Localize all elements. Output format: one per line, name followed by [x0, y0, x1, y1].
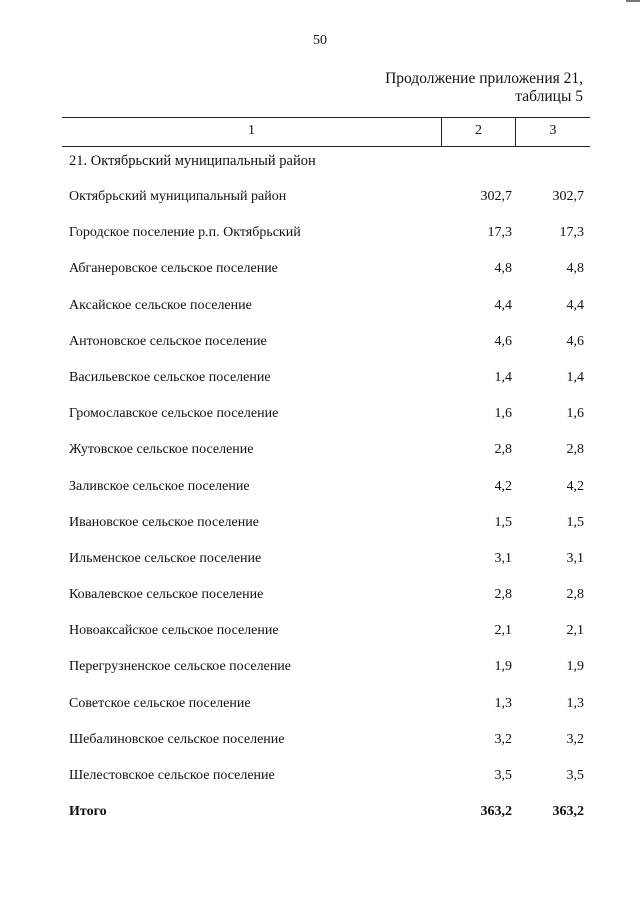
column-header-1: 1	[62, 118, 442, 146]
row-value-col3: 1,6	[566, 406, 584, 422]
row-value-col2: 1,9	[494, 659, 512, 675]
column-header-3: 3	[549, 123, 557, 138]
row-value-col3: 2,1	[566, 623, 584, 639]
appendix-reference-line1: Продолжение приложения 21,	[385, 70, 583, 87]
row-value-col3: 3,2	[566, 731, 584, 747]
row-value-col2: 3,5	[494, 768, 512, 783]
row-value-col2: 1,3	[494, 695, 512, 711]
row-name: Ковалевское сельское поселение	[69, 587, 264, 603]
row-value-col3: 302,7	[552, 189, 584, 204]
row-name: Ивановское сельское поселение	[69, 514, 259, 530]
row-name: Ильменское сельское поселение	[69, 550, 262, 566]
row-value-col2: 2,8	[494, 442, 512, 458]
row-value-col3: 3,1	[566, 550, 584, 566]
table-row	[0, 261, 640, 297]
table-row	[0, 479, 640, 515]
table-row	[0, 442, 640, 478]
row-value-col3: 2,8	[566, 442, 584, 458]
table-row	[0, 768, 640, 804]
row-value-col2: 4,2	[494, 478, 512, 494]
row-value-col2: 2,1	[494, 623, 512, 639]
table-row	[0, 406, 640, 442]
row-value-col3: 1,9	[566, 659, 584, 675]
row-name: Перегрузненское сельское поселение	[69, 659, 292, 675]
row-name: Шебалиновское сельское поселение	[69, 731, 285, 747]
row-value-col2: 363,2	[480, 804, 512, 820]
scan-corner-mark	[626, 0, 640, 2]
row-name: Советское сельское поселение	[69, 695, 251, 711]
table-row	[0, 696, 640, 732]
table-row	[0, 732, 640, 768]
row-value-col2: 1,4	[494, 369, 512, 385]
row-value-col2: 3,2	[494, 731, 512, 747]
row-value-col2: 2,8	[494, 587, 512, 603]
row-value-col3: 1,3	[566, 695, 584, 711]
table-row	[0, 225, 640, 261]
table-row-total	[0, 804, 640, 840]
table-row	[0, 334, 640, 370]
table-row	[0, 659, 640, 695]
row-name: Громославское сельское поселение	[69, 406, 279, 422]
row-name: Городское поселение р.п. Октябрьский	[69, 225, 301, 241]
table-row	[0, 189, 640, 225]
table-row	[0, 515, 640, 551]
row-value-col3: 4,2	[566, 478, 584, 494]
row-value-col2: 3,1	[494, 550, 512, 566]
row-value-col3: 4,8	[566, 261, 584, 277]
row-name: Итого	[69, 804, 107, 820]
row-name: Октябрьский муниципальный район	[69, 189, 287, 204]
table-row	[0, 623, 640, 659]
table-column-header	[62, 117, 590, 147]
row-value-col3: 17,3	[559, 225, 584, 241]
row-value-col3: 4,6	[566, 333, 584, 349]
row-name: Жутовское сельское поселение	[69, 442, 254, 458]
row-name: Заливское сельское поселение	[69, 478, 250, 494]
appendix-reference-line2: таблицы 5	[515, 88, 583, 105]
row-name: Аксайское сельское поселение	[69, 297, 252, 313]
row-value-col2: 4,4	[494, 297, 512, 313]
table-body	[0, 189, 640, 840]
table-row	[0, 298, 640, 334]
section-title: 21. Октябрьский муниципальный район	[69, 153, 316, 169]
row-value-col2: 4,6	[494, 333, 512, 349]
row-value-col2: 302,7	[480, 189, 512, 204]
row-value-col3: 1,5	[566, 514, 584, 530]
table-row	[0, 551, 640, 587]
column-header-2: 2	[442, 118, 516, 146]
row-name: Новоаксайское сельское поселение	[69, 623, 279, 639]
appendix-reference	[385, 70, 583, 106]
row-name: Васильевское сельское поселение	[69, 369, 271, 385]
row-name: Абганеровское сельское поселение	[69, 261, 278, 277]
table-row	[0, 370, 640, 406]
row-value-col3: 1,4	[566, 369, 584, 385]
row-value-col3: 4,4	[566, 297, 584, 313]
row-value-col3: 363,2	[552, 804, 584, 820]
row-name: Антоновское сельское поселение	[69, 333, 267, 349]
table-row	[0, 587, 640, 623]
row-value-col2: 1,6	[494, 406, 512, 422]
row-value-col2: 17,3	[487, 225, 512, 241]
row-name: Шелестовское сельское поселение	[69, 768, 275, 783]
row-value-col3: 2,8	[566, 587, 584, 603]
row-value-col2: 4,8	[494, 261, 512, 277]
row-value-col3: 3,5	[566, 768, 584, 783]
row-value-col2: 1,5	[494, 514, 512, 530]
page-number: 50	[313, 33, 327, 48]
